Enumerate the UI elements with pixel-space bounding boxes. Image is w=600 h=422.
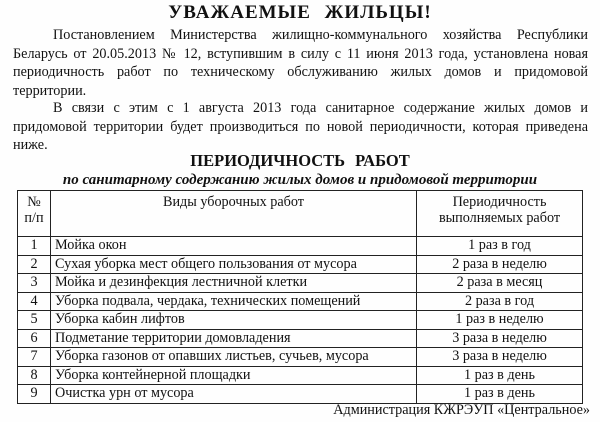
works-table bbox=[17, 190, 583, 404]
row-work: Подметание территории домовладения bbox=[51, 329, 417, 348]
header-work-type: Виды уборочных работ bbox=[51, 191, 417, 237]
row-work: Мойка окон bbox=[51, 237, 417, 256]
table-row bbox=[18, 255, 583, 274]
row-period: 1 раз в день bbox=[417, 385, 583, 404]
table-row bbox=[18, 311, 583, 330]
row-number: 4 bbox=[18, 292, 51, 311]
row-period: 1 раз в день bbox=[417, 366, 583, 385]
row-period: 1 раз в неделю bbox=[417, 311, 583, 330]
row-work: Уборка контейнерной площадки bbox=[51, 366, 417, 385]
row-period: 2 раза в неделю bbox=[417, 255, 583, 274]
table-row bbox=[18, 292, 583, 311]
notice-paragraph-1: Постановлением Министерства жилищно-коммунального хозяйства Республики Беларусь от 20.05.2013 № 12, вступившим в силу с 11 июня 2013 года, установлена новая периодичность работ по техническому обслуживанию жилых домов и придомовой территории. bbox=[13, 27, 588, 99]
row-number: 6 bbox=[18, 329, 51, 348]
row-work: Уборка газонов от опавших листьев, сучьев, мусора bbox=[51, 348, 417, 367]
row-number: 2 bbox=[18, 255, 51, 274]
table-row bbox=[18, 329, 583, 348]
header-periodicity: Периодичность выполняемых работ bbox=[417, 191, 583, 237]
row-period: 2 раза в месяц bbox=[417, 274, 583, 293]
schedule-title: ПЕРИОДИЧНОСТЬ РАБОТ bbox=[190, 151, 410, 170]
row-number: 5 bbox=[18, 311, 51, 330]
row-work: Очистка урн от мусора bbox=[51, 385, 417, 404]
row-number: 1 bbox=[18, 237, 51, 256]
row-period: 3 раза в неделю bbox=[417, 329, 583, 348]
row-work: Уборка подвала, чердака, технических помещений bbox=[51, 292, 417, 311]
row-period: 3 раза в неделю bbox=[417, 348, 583, 367]
table-row bbox=[18, 366, 583, 385]
row-work: Уборка кабин лифтов bbox=[51, 311, 417, 330]
table-row bbox=[18, 348, 583, 367]
row-period: 2 раза в год bbox=[417, 292, 583, 311]
notice-title: УВАЖАЕМЫЕ ЖИЛЬЦЫ! bbox=[168, 2, 432, 23]
schedule-subtitle: по санитарному содержанию жилых домов и придомовой территории bbox=[62, 172, 538, 188]
row-work: Сухая уборка мест общего пользования от мусора bbox=[51, 255, 417, 274]
table-row bbox=[18, 274, 583, 293]
table-header-row bbox=[18, 191, 583, 237]
row-number: 3 bbox=[18, 274, 51, 293]
administration-signature: Администрация КЖРЭУП «Центральное» bbox=[333, 402, 590, 418]
table-row bbox=[18, 237, 583, 256]
notice-paragraph-2: В связи с этим с 1 августа 2013 года санитарное содержание жилых домов и придомовой территории будет производиться по новой периодичности, которая приведена ниже. bbox=[13, 100, 588, 153]
header-number: № п/п bbox=[18, 191, 51, 237]
row-period: 1 раз в год bbox=[417, 237, 583, 256]
row-number: 8 bbox=[18, 366, 51, 385]
row-work: Мойка и дезинфекция лестничной клетки bbox=[51, 274, 417, 293]
row-number: 9 bbox=[18, 385, 51, 404]
row-number: 7 bbox=[18, 348, 51, 367]
